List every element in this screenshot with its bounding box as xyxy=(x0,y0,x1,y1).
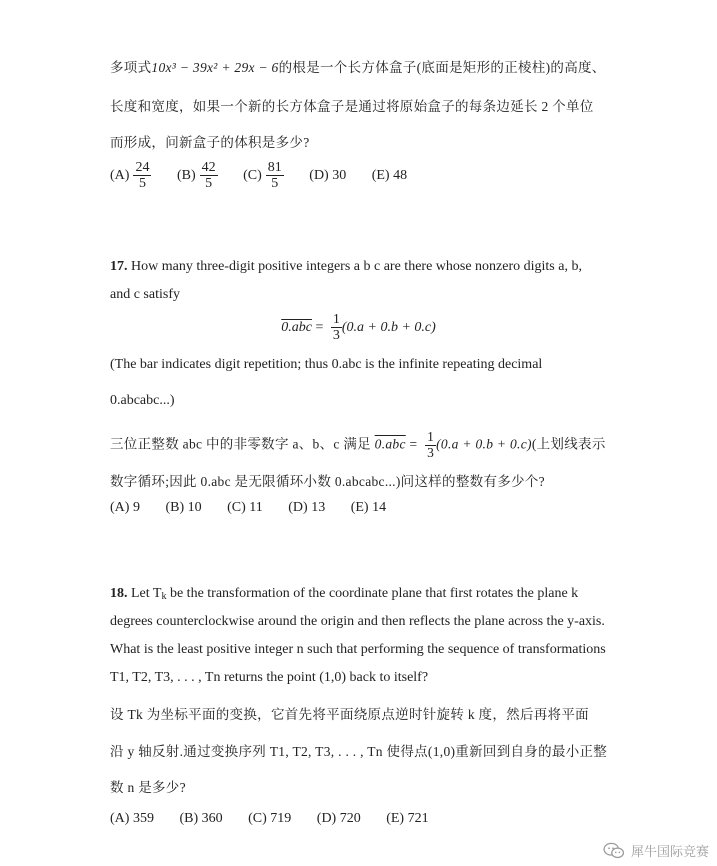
q16-option-d: (D) 30 xyxy=(309,167,347,183)
equation-rhs: (0.a + 0.b + 0.c) xyxy=(341,320,436,336)
q18-option-b: (B) 360 xyxy=(179,811,223,826)
q17-note-line1: (The bar indicates digit repetition; thus 0.abc is the infinite repeating decimal xyxy=(110,357,543,372)
q17-option-c: (C) 11 xyxy=(227,500,263,515)
q17-option-d: (D) 13 xyxy=(288,500,326,515)
q16-option-a: (A) $\frac{24}{5}$ xyxy=(110,160,150,192)
equation-lhs: 0.abc xyxy=(281,320,312,336)
q17-zh-line2: 数字循环;因此 0.abc 是无限循环小数 0.abcabc...)问这样的整数有多少个? xyxy=(110,474,545,489)
q18-option-c: (C) 719 xyxy=(248,811,292,826)
q16-line3: 而形成，问新盒子的体积是多少? xyxy=(110,135,310,150)
q17-text: How many three-digit positive integers a b c are there whose nonzero digits a, b, xyxy=(131,259,582,274)
q18-zh-line2: 沿 y 轴反射.通过变换序列 T1, T2, T3, . . . , Tn 使得点(1,0)重新回到自身的最小正整 xyxy=(110,744,608,759)
q17-option-a: (A) 9 xyxy=(110,500,140,515)
q17-option-e: (E) 14 xyxy=(350,500,387,515)
q18-number: 18. xyxy=(110,586,128,601)
q18-options xyxy=(110,811,451,827)
q16-options xyxy=(110,160,429,192)
q16-polynomial: 10x³ − 39x² + 29x − 6 xyxy=(151,60,279,75)
q17-equation: 0.abc = $\frac{1}{3}$ (0.a + 0.b + 0.c) xyxy=(281,312,436,344)
q17-line2: and c satisfy xyxy=(110,287,180,302)
wechat-icon xyxy=(603,842,625,860)
watermark xyxy=(603,841,709,860)
q17-zh-text: 三位正整数 abc 中的非零数字 a、b、c 满足 xyxy=(110,436,371,452)
q17-line1 xyxy=(110,259,582,275)
q16-option-b: (B) $\frac{42}{5}$ xyxy=(176,160,216,192)
q18-line3: What is the least positive integer n such that performing the sequence of transformations xyxy=(110,642,606,657)
q17-zh-line1: 三位正整数 abc 中的非零数字 a、b、c 满足 0.abc = $\frac{1}{3}$ (0.a + 0.b + 0.c)(上划线表示 xyxy=(110,429,606,460)
q18-option-a: (A) 359 xyxy=(110,811,154,826)
q17-note-line2: 0.abcabc...) xyxy=(110,393,175,408)
zh-equation-lhs: 0.abc xyxy=(374,436,406,452)
watermark-text: 犀牛国际竞赛 xyxy=(630,845,709,860)
q16-line1 xyxy=(110,56,606,76)
q18-zh-line1: 设 Tk 为坐标平面的变换，它首先将平面绕原点逆时针旋转 k 度，然后再将平面 xyxy=(110,707,589,722)
q17-option-b: (B) 10 xyxy=(165,500,202,515)
q18-line4: T1, T2, T3, . . . , Tn returns the point (1,0) back to itself? xyxy=(110,670,429,685)
q18-zh-line3: 数 n 是多少? xyxy=(110,780,186,795)
q18-option-e: (E) 721 xyxy=(386,811,429,826)
q17-number: 17. xyxy=(110,259,128,274)
q16-text: 多项式 xyxy=(110,60,152,75)
q17-options xyxy=(110,500,408,516)
q18-line1: 18. Let $T_k$ be the transformation of the coordinate plane that first rotates the plane k xyxy=(110,586,579,602)
q18-option-d: (D) 720 xyxy=(316,811,361,826)
q16-text: 的根是一个长方体盒子(底面是矩形的正棱柱)的高度、 xyxy=(278,60,606,75)
q16-line2: 长度和宽度，如果一个新的长方体盒子是通过将原始盒子的每条边延长 2 个单位 xyxy=(110,99,594,114)
q16-option-e: (E) 48 xyxy=(371,167,408,183)
q18-line2: degrees counterclockwise around the origin and then reflects the plane across the y-axis. xyxy=(110,614,605,629)
q16-option-c: (C) $\frac{81}{5}$ xyxy=(243,160,282,192)
equation-equals: = xyxy=(315,320,324,336)
